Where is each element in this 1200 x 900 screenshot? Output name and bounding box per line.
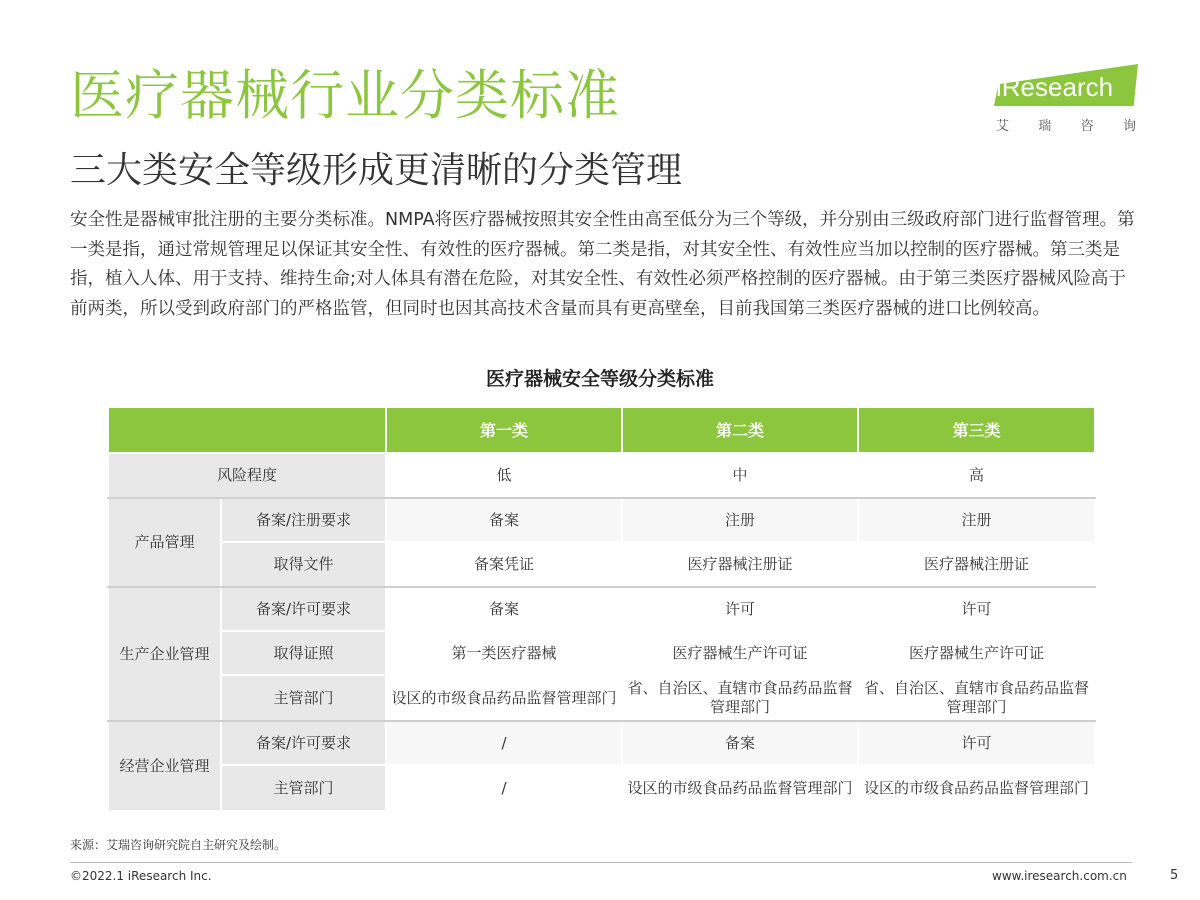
- row-label-risk: 风险程度: [108, 453, 386, 498]
- table-row-operation-1: [108, 721, 1095, 765]
- copyright: ©2022.1 iResearch Inc.: [70, 869, 212, 883]
- table-cell: 医疗器械生产许可证: [858, 631, 1095, 675]
- table-row-product-2: [108, 542, 1095, 587]
- table-cell: 医疗器械注册证: [622, 542, 858, 587]
- column-header-class-2: 第二类: [622, 407, 858, 453]
- row-label: 取得文件: [221, 542, 386, 587]
- table-cell: 注册: [858, 498, 1095, 542]
- table-cell: 省、自治区、直辖市食品药品监督管理部门: [858, 675, 1095, 721]
- table-cell: /: [386, 721, 622, 765]
- table-cell: 医疗器械注册证: [858, 542, 1095, 587]
- table-row-production-2: [108, 631, 1095, 675]
- table-cell: 设区的市级食品药品监督管理部门: [622, 765, 858, 811]
- group-label-production: 生产企业管理: [108, 587, 221, 721]
- row-label: 备案/许可要求: [221, 721, 386, 765]
- website-url: www.iresearch.com.cn: [992, 869, 1127, 883]
- logo-char: 艾: [996, 119, 1010, 134]
- logo-char: 询: [1122, 119, 1136, 134]
- table-row-operation-2: [108, 765, 1095, 811]
- row-label: 主管部门: [221, 675, 386, 721]
- table-cell: 许可: [858, 587, 1095, 631]
- table-cell: 备案: [622, 721, 858, 765]
- group-label-product: 产品管理: [108, 498, 221, 587]
- logo-char: 瑞: [1038, 119, 1052, 134]
- table-row-product-1: [108, 498, 1095, 542]
- table-row-production-1: [108, 587, 1095, 631]
- table-cell: 高: [858, 453, 1095, 498]
- table-cell: 第一类医疗器械: [386, 631, 622, 675]
- classification-table: [107, 406, 1096, 812]
- table-title: 医疗器械安全等级分类标准: [485, 368, 714, 390]
- logo-char: 咨: [1080, 119, 1094, 134]
- table-cell: 省、自治区、直辖市食品药品监督管理部门: [622, 675, 858, 721]
- footer-divider: [70, 862, 1132, 863]
- row-label: 备案/许可要求: [221, 587, 386, 631]
- logo-chinese-name: [994, 115, 1138, 134]
- table-cell: 备案: [386, 587, 622, 631]
- table-cell: 设区的市级食品药品监督管理部门: [386, 675, 622, 721]
- intro-paragraph: 安全性是器械审批注册的主要分类标准。NMPA将医疗器械按照其安全性由高至低分为三个等级，并分别由三级政府部门进行监督管理。第一类是指，通过常规管理足以保证其安全性、有效性的医疗器械。第二类是指，对其安全性、有效性应当加以控制的医疗器械。第三类是指，植入人体、用于支持、维持生命;对人体具有潜在危险，对其安全性、有效性必须严格控制的医疗器械。由于第三类医疗器械风险高于前两类，所以受到政府部门的严格监管，但同时也因其高技术含量而具有更高壁垒，目前我国第三类医疗器械的进口比例较高。: [70, 210, 1135, 319]
- table-cell: 中: [622, 453, 858, 498]
- source-note: 来源：艾瑞咨询研究院自主研究及绘制。: [70, 838, 287, 852]
- table-cell: 医疗器械生产许可证: [622, 631, 858, 675]
- iresearch-logo: [990, 64, 1140, 134]
- table-cell: /: [386, 765, 622, 811]
- table-row-risk: [108, 453, 1095, 498]
- page-subtitle: 三大类安全等级形成更清晰的分类管理: [70, 150, 683, 191]
- table-cell: 许可: [858, 721, 1095, 765]
- table-cell: 低: [386, 453, 622, 498]
- row-label: 取得证照: [221, 631, 386, 675]
- table-cell: 备案凭证: [386, 542, 622, 587]
- group-label-operation: 经营企业管理: [108, 721, 221, 811]
- header-blank-cell: [108, 407, 386, 453]
- table-header-row: [108, 407, 1095, 453]
- row-label: 备案/注册要求: [221, 498, 386, 542]
- logo-wordmark-i: i: [996, 72, 1002, 102]
- table-cell: 设区的市级食品药品监督管理部门: [858, 765, 1095, 811]
- logo-wordmark: [996, 72, 1113, 103]
- table-cell: 备案: [386, 498, 622, 542]
- column-header-class-1: 第一类: [386, 407, 622, 453]
- page-title: 医疗器械行业分类标准: [70, 64, 620, 127]
- page-number: 5: [1170, 868, 1179, 883]
- table-cell: 注册: [622, 498, 858, 542]
- row-label: 主管部门: [221, 765, 386, 811]
- column-header-class-3: 第三类: [858, 407, 1095, 453]
- table-cell: 许可: [622, 587, 858, 631]
- logo-wordmark-text: Research: [1001, 72, 1114, 102]
- table-row-production-3: [108, 675, 1095, 721]
